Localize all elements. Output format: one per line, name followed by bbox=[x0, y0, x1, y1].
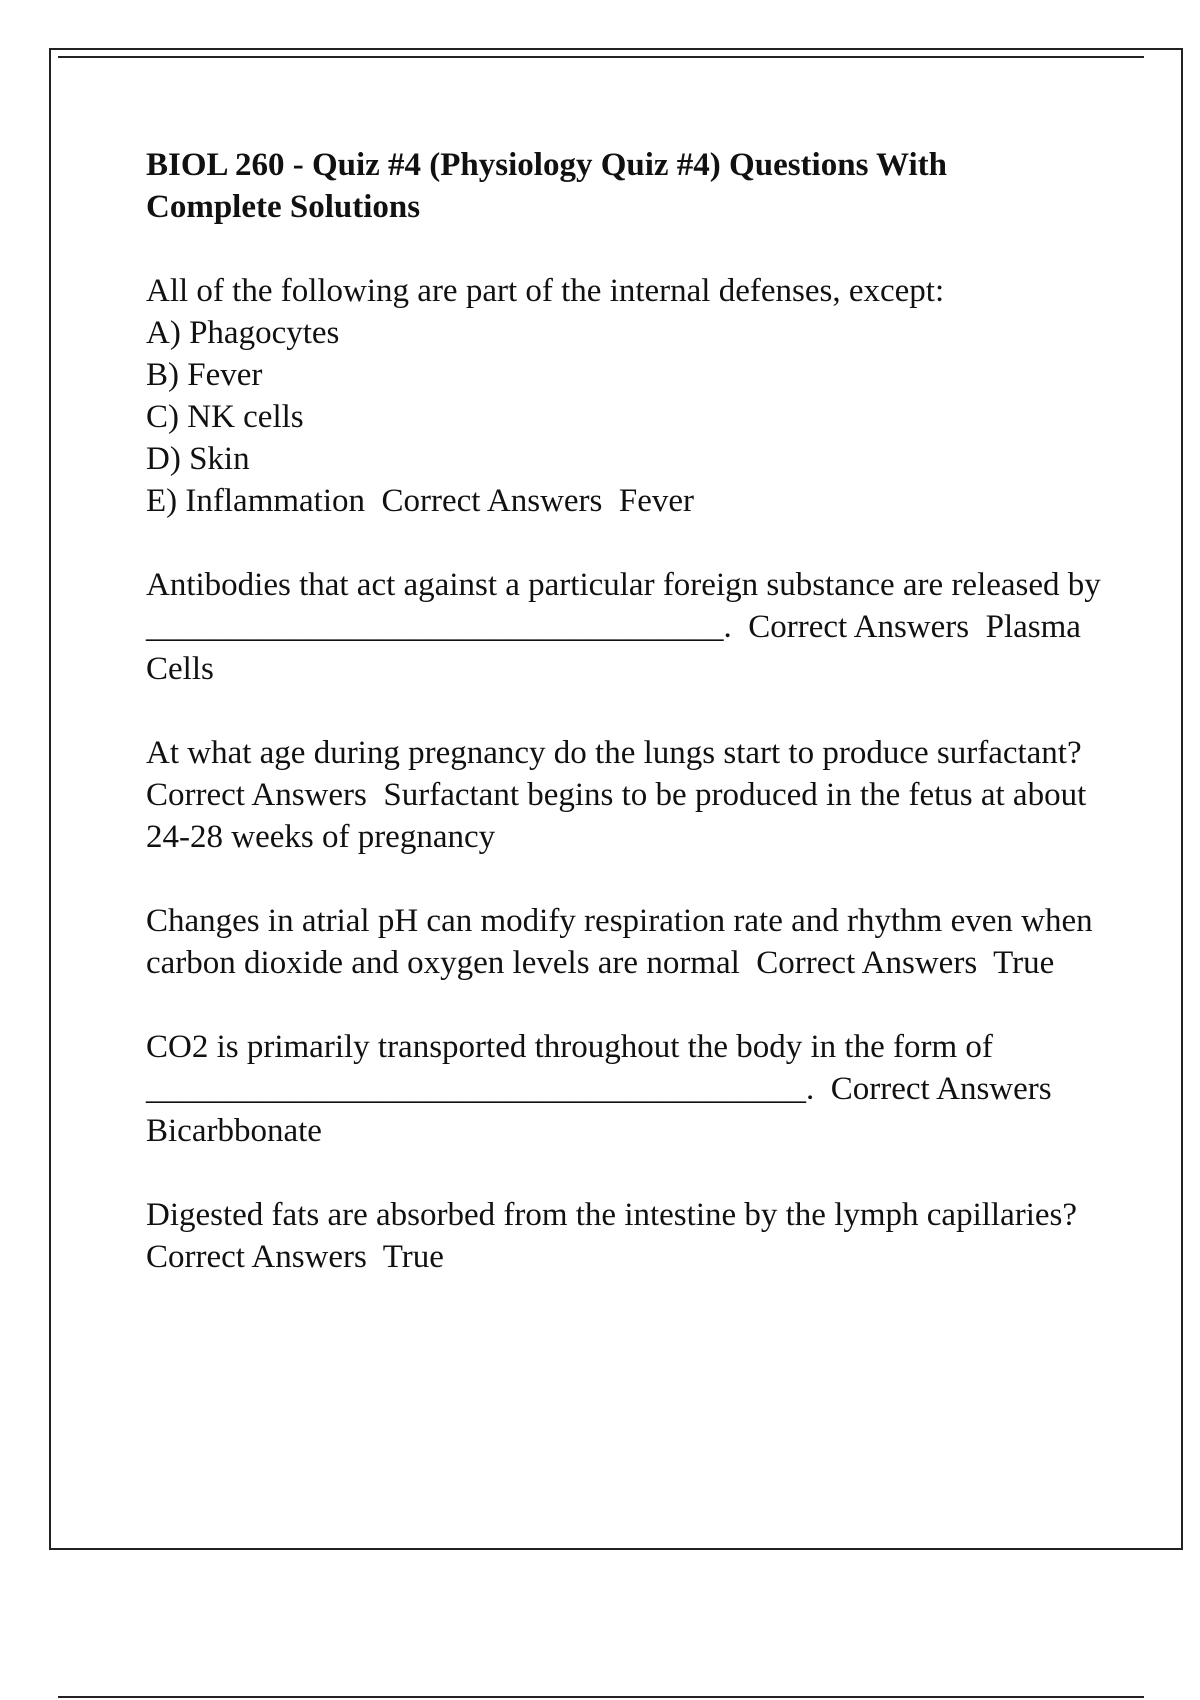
answer-label: Correct Answers bbox=[381, 483, 603, 519]
answer-text: Bicarbbonate bbox=[146, 1113, 322, 1149]
answer-label: Correct Answers bbox=[748, 609, 970, 645]
question-text: CO2 is primarily transported throughout the body in the form of ________________________________________. bbox=[146, 1029, 1002, 1107]
question-text: Changes in atrial pH can modify respiration rate and rhythm even when carbon dioxide and oxygen levels are normal bbox=[146, 903, 1101, 981]
question-text: All of the following are part of the internal defenses, except: A) Phagocytes B) Fever C) NK cells D) Skin E) Inflammation bbox=[146, 273, 945, 519]
answer-label: Correct Answers bbox=[146, 777, 367, 813]
question-text: At what age during pregnancy do the lungs start to produce surfactant? bbox=[146, 735, 1082, 771]
answer-text: Fever bbox=[618, 483, 695, 519]
qa-item-1 bbox=[146, 270, 1106, 522]
answer-label: Correct Answers bbox=[146, 1239, 367, 1275]
document-body bbox=[146, 144, 1110, 1320]
top-rule-divider bbox=[58, 56, 1144, 58]
bottom-rule-divider bbox=[58, 1696, 1144, 1698]
qa-item-6 bbox=[146, 1194, 1106, 1278]
qa-item-5 bbox=[146, 1026, 1106, 1152]
answer-text: Plasma Cells bbox=[146, 609, 1090, 687]
answer-text: True bbox=[382, 1239, 444, 1275]
qa-item-3 bbox=[146, 732, 1106, 858]
qa-item-2 bbox=[146, 564, 1110, 690]
question-text: Digested fats are absorbed from the intestine by the lymph capillaries? bbox=[146, 1197, 1078, 1233]
question-text: Antibodies that act against a particular foreign substance are released by ___________________________________. bbox=[146, 567, 1110, 645]
answer-text: Surfactant begins to be produced in the fetus at about 24-28 weeks of pregnancy bbox=[146, 777, 1095, 855]
answer-label: Correct Answers bbox=[830, 1071, 1052, 1107]
answer-label: Correct Answers bbox=[756, 945, 978, 981]
qa-item-4 bbox=[146, 900, 1106, 984]
answer-text: True bbox=[993, 945, 1055, 981]
document-title: BIOL 260 - Quiz #4 (Physiology Quiz #4) Questions With Complete Solutions bbox=[146, 147, 947, 225]
